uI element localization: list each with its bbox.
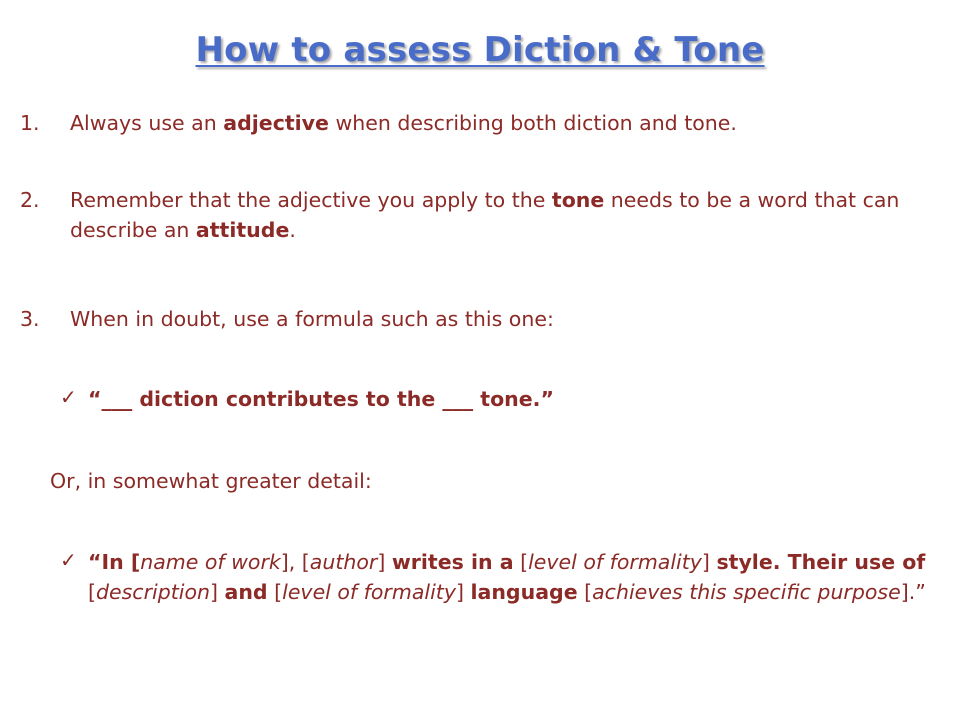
list-text: When in doubt, use a formula such as this one: — [70, 307, 554, 331]
checkmark-icon: ✓ — [60, 548, 77, 572]
list-number: 1. — [20, 111, 40, 135]
formula-text: “___ diction contributes to the ___ tone.” — [88, 387, 554, 411]
list-text: Remember that the adjective you apply to the tone needs to be a word that can describe an attitude. — [70, 188, 900, 242]
list-number: 2. — [20, 188, 40, 212]
slide-title: How to assess Diction & Tone — [195, 30, 765, 70]
list-number: 3. — [20, 307, 40, 331]
detailed-formula: “In [name of work], [author] writes in a [level of formality] style. Their use of [description] and [level of formality] language [achieves this specific purpose].” — [88, 550, 926, 604]
list-text: Always use an adjective when describing both diction and tone. — [70, 111, 737, 135]
checkmark-icon: ✓ — [60, 385, 77, 409]
detail-intro: Or, in somewhat greater detail: — [50, 469, 372, 493]
